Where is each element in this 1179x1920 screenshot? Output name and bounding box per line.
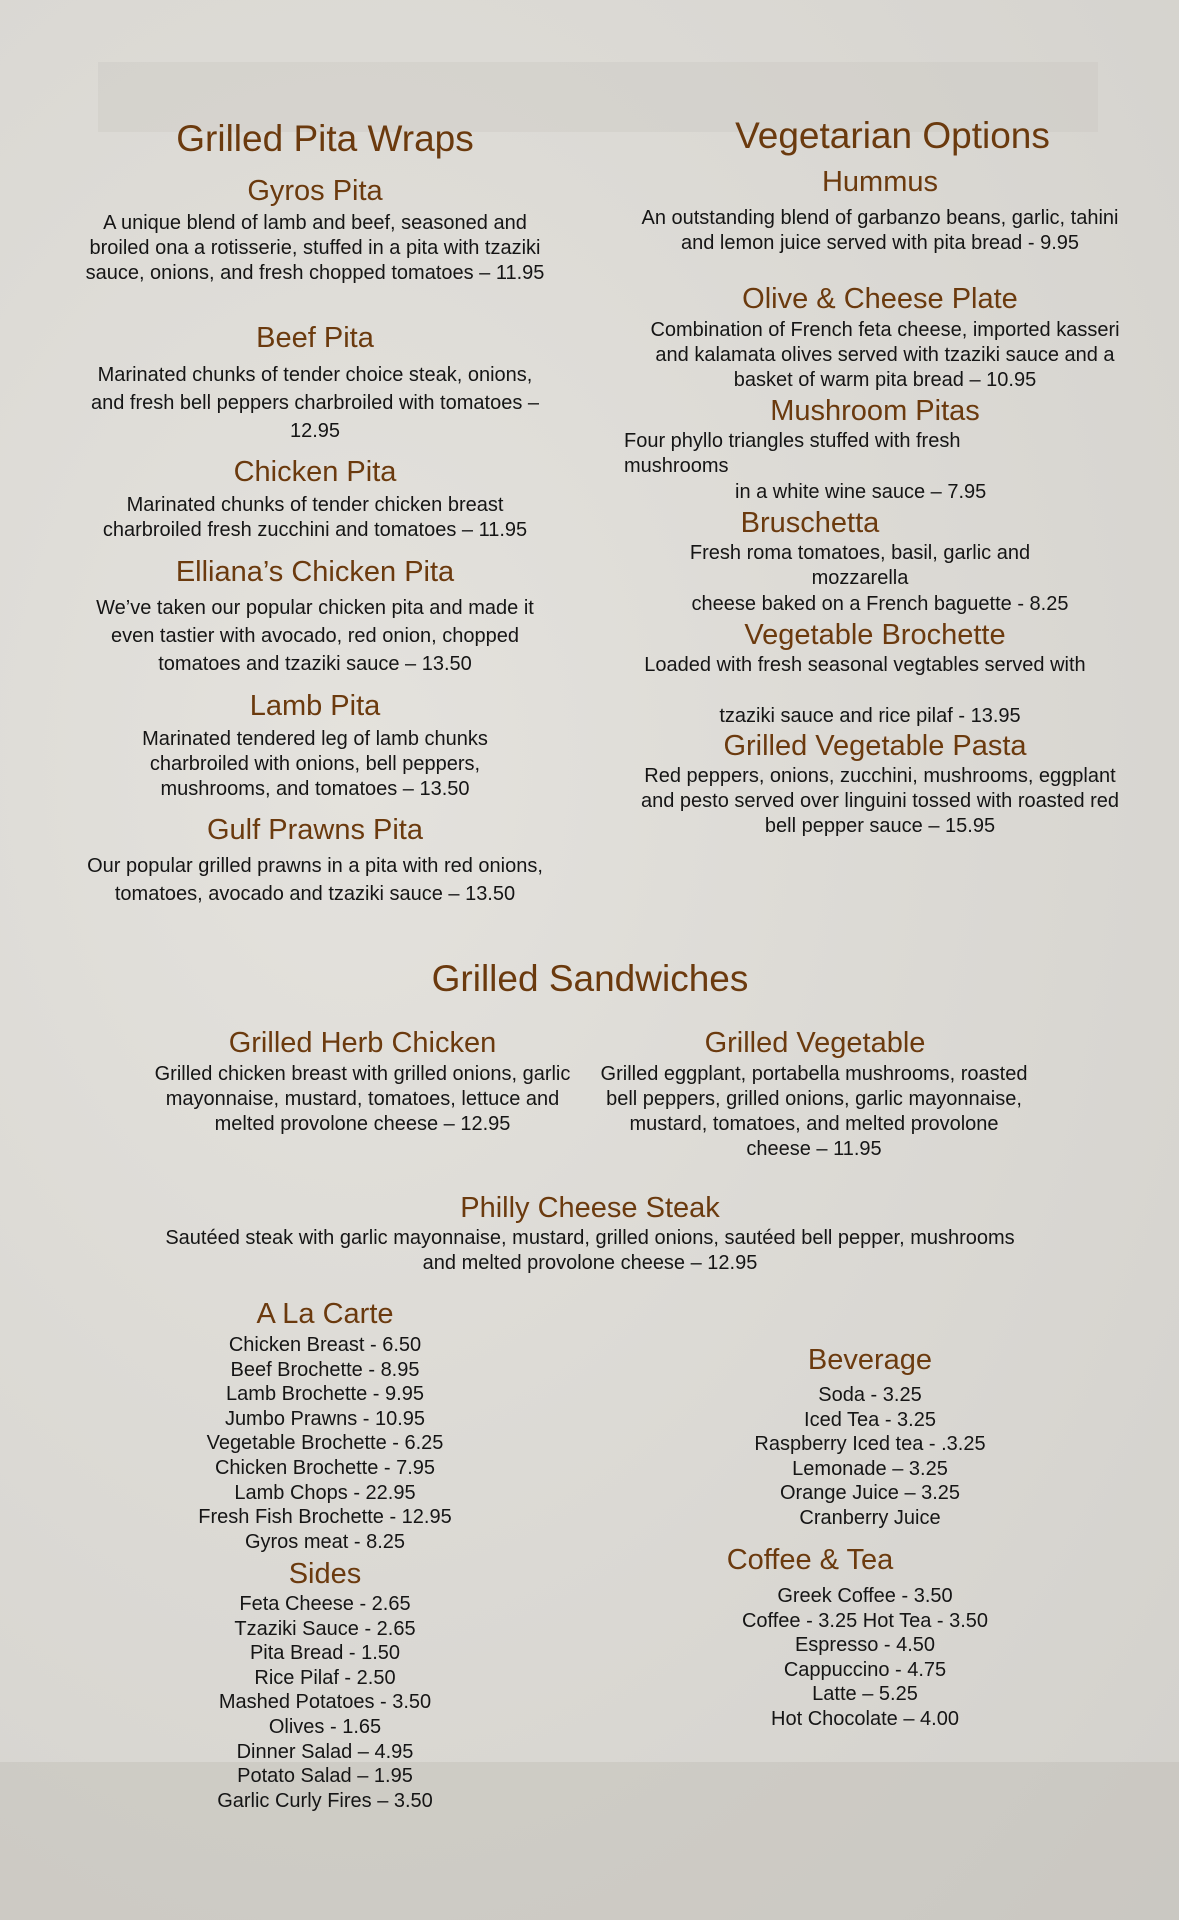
list-item: Olives - 1.65 (268, 1715, 382, 1738)
item-title-grilled-vegetable-pasta: Grilled Vegetable Pasta (723, 730, 1027, 762)
sides-list (130, 1592, 520, 1813)
item-title-ellianas-chicken-pita: Elliana’s Chicken Pita (175, 556, 455, 588)
list-item: Orange Juice – 3.25 (779, 1482, 961, 1505)
item-desc-chicken-pita: Marinated chunks of tender chicken breast charbroiled fresh zucchini and tomatoes – 11.95 (102, 494, 528, 541)
item-title-beef-pita: Beef Pita (256, 322, 374, 354)
list-item: Soda - 3.25 (818, 1384, 922, 1406)
section-title-beverage: Beverage (807, 1344, 933, 1376)
list-item: Lemonade – 3.25 (792, 1457, 948, 1480)
list-item: Dinner Salad – 4.95 (236, 1740, 414, 1763)
list-item: Chicken Breast - 6.50 (228, 1334, 422, 1356)
item-title-philly-cheese-steak: Philly Cheese Steak (460, 1192, 720, 1224)
list-item: Cranberry Juice (799, 1506, 941, 1529)
section-title-vegetarian: Vegetarian Options (735, 115, 1050, 156)
list-item: Garlic Curly Fires – 3.50 (217, 1789, 433, 1812)
list-item: Latte – 5.25 (812, 1683, 918, 1706)
section-title-pita-wraps: Grilled Pita Wraps (176, 118, 474, 159)
item-desc-lamb-pita: Marinated tendered leg of lamb chunks charbroiled with onions, bell peppers, mushrooms, and tomatoes – 13.50 (142, 728, 488, 800)
item-desc-grilled-vegetable-pasta: Red peppers, onions, zucchini, mushrooms, eggplant and pesto served over linguini tossed with roasted red bell pepper sauce – 15.95 (640, 765, 1120, 837)
list-item: Lamb Chops - 22.95 (234, 1481, 416, 1504)
list-item: Beef Brochette - 8.95 (230, 1358, 420, 1381)
item-title-chicken-pita: Chicken Pita (233, 456, 397, 488)
item-title-gyros-pita: Gyros Pita (247, 175, 383, 207)
item-desc-gulf-prawns-pita: Our popular grilled prawns in a pita with red onions, tomatoes, avocado and tzaziki sauce – 13.50 (87, 855, 543, 905)
item-desc-mushroom-pitas-2: in a white wine sauce – 7.95 (735, 481, 987, 503)
item-desc-hummus: An outstanding blend of garbanzo beans, garlic, tahini and lemon juice served with pita bread - 9.95 (641, 207, 1119, 254)
item-title-olive-cheese-plate: Olive & Cheese Plate (742, 283, 1018, 315)
beverage-list (700, 1383, 1040, 1531)
list-item: Fresh Fish Brochette - 12.95 (198, 1506, 452, 1529)
list-item: Cappuccino - 4.75 (783, 1658, 947, 1681)
item-desc-mushroom-pitas: Four phyllo triangles stuffed with fresh mushrooms (624, 430, 961, 477)
list-item: Greek Coffee - 3.50 (777, 1585, 953, 1607)
a-la-carte-list (130, 1333, 520, 1554)
item-title-grilled-herb-chicken: Grilled Herb Chicken (228, 1027, 497, 1059)
list-item: Raspberry Iced tea - .3.25 (754, 1433, 986, 1456)
list-item: Iced Tea - 3.25 (804, 1408, 936, 1431)
item-title-bruschetta: Bruschetta (740, 507, 880, 539)
item-desc-ellianas-chicken-pita: We’ve taken our popular chicken pita and made it even tastier with avocado, red onion, chopped tomatoes and tzaziki sauce – 13.50 (96, 597, 534, 675)
item-title-vegetable-brochette: Vegetable Brochette (744, 619, 1006, 651)
list-item: Feta Cheese - 2.65 (239, 1593, 411, 1615)
item-title-mushroom-pitas: Mushroom Pitas (770, 395, 980, 427)
item-title-lamb-pita: Lamb Pita (249, 690, 381, 722)
coffee-tea-list (700, 1584, 1030, 1732)
item-desc-philly-cheese-steak: Sautéed steak with garlic mayonnaise, mustard, grilled onions, sautéed bell pepper, mushrooms and melted provolone cheese – 12.95 (165, 1227, 1015, 1274)
list-item: Vegetable Brochette - 6.25 (206, 1432, 444, 1455)
list-item: Tzaziki Sauce - 2.65 (234, 1617, 416, 1640)
list-item: Gyros meat - 8.25 (244, 1530, 406, 1553)
item-desc-bruschetta: Fresh roma tomatoes, basil, garlic and mozzarella (689, 542, 1031, 589)
item-desc-grilled-vegetable: Grilled eggplant, portabella mushrooms, roasted bell peppers, grilled onions, garlic mayonnaise, mustard, tomatoes, and melted provolone cheese – 11.95 (600, 1063, 1028, 1160)
item-desc-vegetable-brochette-2: tzaziki sauce and rice pilaf - 13.95 (719, 705, 1021, 727)
section-title-coffee-tea: Coffee & Tea (726, 1544, 894, 1576)
item-desc-bruschetta-2: cheese baked on a French baguette - 8.25 (691, 593, 1069, 615)
section-title-sides: Sides (288, 1558, 362, 1590)
list-item: Coffee - 3.25 Hot Tea - 3.50 (741, 1609, 989, 1632)
list-item: Potato Salad – 1.95 (237, 1765, 413, 1788)
list-item: Espresso - 4.50 (794, 1634, 936, 1657)
item-desc-gyros-pita: A unique blend of lamb and beef, seasoned and broiled ona a rotisserie, stuffed in a pita with tzaziki sauce, onions, and fresh chopped tomatoes – 11.95 (85, 212, 545, 284)
item-desc-vegetable-brochette: Loaded with fresh seasonal vegtables served with (644, 654, 1086, 676)
section-title-a-la-carte: A La Carte (256, 1298, 394, 1330)
list-item: Mashed Potatoes - 3.50 (218, 1691, 432, 1714)
list-item: Pita Bread - 1.50 (249, 1642, 401, 1665)
item-title-gulf-prawns-pita: Gulf Prawns Pita (207, 814, 423, 846)
item-desc-beef-pita: Marinated chunks of tender choice steak, onions, and fresh bell peppers charbroiled with tomatoes – 12.95 (90, 364, 540, 442)
list-item: Rice Pilaf - 2.50 (254, 1666, 396, 1689)
item-desc-grilled-herb-chicken: Grilled chicken breast with grilled onions, garlic mayonnaise, mustard, tomatoes, lettuce and melted provolone cheese – 12.95 (154, 1063, 571, 1135)
item-title-hummus: Hummus (821, 166, 938, 198)
list-item: Chicken Brochette - 7.95 (214, 1456, 436, 1479)
item-title-grilled-vegetable: Grilled Vegetable (704, 1027, 926, 1059)
section-title-sandwiches: Grilled Sandwiches (431, 958, 749, 999)
list-item: Jumbo Prawns - 10.95 (224, 1407, 426, 1430)
list-item: Lamb Brochette - 9.95 (226, 1383, 424, 1406)
item-desc-olive-cheese-plate: Combination of French feta cheese, imported kasseri and kalamata olives served with tzaziki sauce and a basket of warm pita bread – 10.95 (650, 319, 1120, 391)
list-item: Hot Chocolate – 4.00 (771, 1707, 959, 1730)
